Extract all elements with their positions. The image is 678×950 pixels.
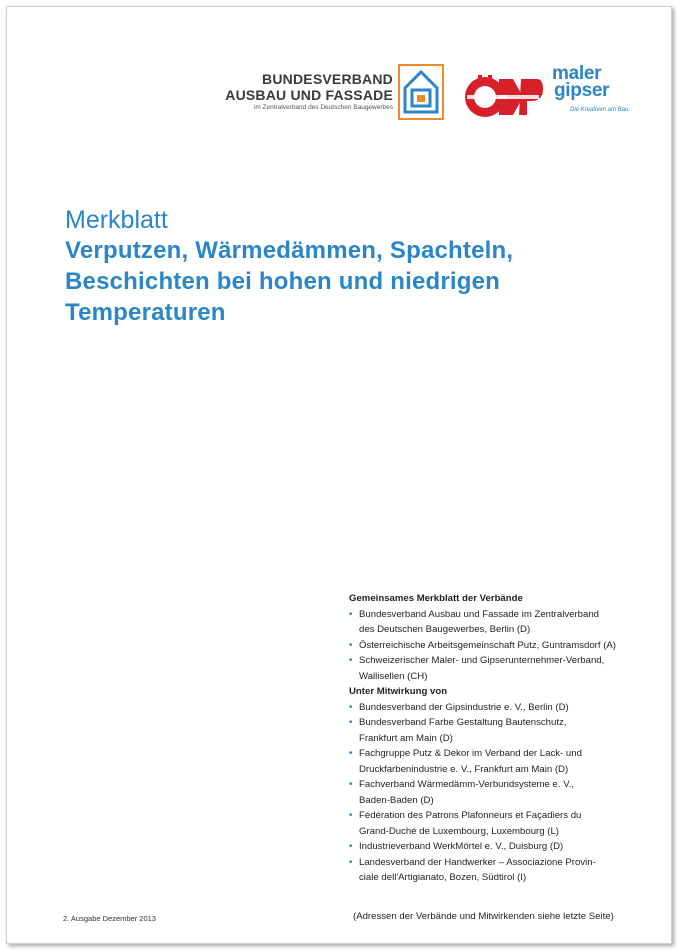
list-item-text: Schweizerischer Maler- und Gipserunternehmer-Verband,	[359, 655, 605, 666]
oemp-logo-icon	[463, 71, 543, 121]
list-item-text: Bundesverband der Gipsindustrie e. V., Berlin (D)	[359, 701, 569, 713]
bullet-icon: •	[349, 841, 353, 852]
list-item-text: Bundesverband Farbe Gestaltung Bautenschutz,	[359, 717, 567, 728]
list-item-text: Baden-Baden (D)	[359, 794, 434, 806]
bullet-icon: •	[349, 655, 353, 666]
mg-tagline: Die Kreativen am Bau.	[570, 107, 631, 113]
list-item-text: Frankfurt am Main (D)	[359, 732, 453, 744]
bullet-icon: •	[349, 717, 353, 728]
bv-logo-text	[217, 71, 393, 113]
document-kicker: Merkblatt	[65, 206, 168, 234]
list-item	[349, 715, 669, 746]
contributors-group	[349, 700, 669, 886]
title-line: Temperaturen	[65, 299, 226, 326]
title-line: Beschichten bei hohen und niedrigen	[65, 268, 501, 295]
list-item	[349, 746, 669, 777]
edition-note: 2. Ausgabe Dezember 2013	[63, 914, 156, 923]
list-item	[349, 607, 669, 638]
list-item-text: ciale dell'Artigianato, Bozen, Südtirol (I)	[359, 872, 527, 883]
bullet-icon: •	[349, 810, 353, 821]
list-item	[349, 777, 669, 808]
list-item-text: Landesverband der Handwerker – Associazione Provin-	[359, 856, 596, 868]
list-item-text: Österreichische Arbeitsgemeinschaft Putz, Guntramsdorf (A)	[359, 639, 616, 651]
list-item-text: des Deutschen Baugewerbes, Berlin (D)	[359, 624, 531, 635]
mg-maler-text: maler	[552, 63, 602, 84]
list-item-text: Fédération des Patrons Plafonneurs et Façadiers du	[359, 810, 582, 821]
list-item	[349, 808, 669, 839]
bullet-icon: •	[349, 748, 353, 759]
associations-group	[349, 607, 669, 685]
mg-gipser-text: gipser	[554, 80, 610, 101]
bullet-icon: •	[349, 701, 353, 713]
bv-name-line3: im Zentralverband des Deutschen Baugewerbes	[253, 104, 393, 111]
bv-house-logo-icon	[398, 64, 444, 120]
bullet-icon: •	[349, 779, 353, 790]
list-item	[349, 839, 669, 855]
list-item-text: Industrieverband WerkMörtel e. V., Duisburg (D)	[359, 841, 564, 852]
bv-name-line1: BUNDESVERBAND	[262, 71, 393, 87]
bullet-icon: •	[349, 608, 353, 620]
list-item-text: Grand-Duché de Luxembourg, Luxembourg (L)	[359, 825, 559, 837]
contributors-heading: Unter Mitwirkung von	[349, 686, 448, 697]
list-item	[349, 700, 669, 716]
list-item	[349, 653, 669, 684]
address-note: (Adressen der Verbände und Mitwirkenden siehe letzte Seite)	[353, 911, 614, 922]
document-page	[6, 6, 672, 944]
bv-name-line2: AUSBAU UND FASSADE	[225, 87, 393, 103]
list-item-text: Wallisellen (CH)	[359, 670, 428, 682]
bullet-icon: •	[349, 856, 353, 868]
title-block	[65, 205, 625, 328]
list-item	[349, 855, 669, 886]
title-line: Verputzen, Wärmedämmen, Spachteln,	[65, 237, 514, 264]
associations-list	[349, 591, 669, 886]
list-item-text: Druckfarbenindustrie e. V., Frankfurt am Main (D)	[359, 763, 569, 775]
associations-heading: Gemeinsames Merkblatt der Verbände	[349, 593, 523, 604]
maler-gipser-logo	[552, 65, 652, 113]
list-item-text: Fachverband Wärmedämm-Verbundsysteme e. V.,	[359, 779, 575, 790]
list-item-text: Fachgruppe Putz & Dekor im Verband der Lack- und	[359, 748, 582, 759]
list-item-text: Bundesverband Ausbau und Fassade im Zentralverband	[359, 608, 599, 620]
list-item	[349, 638, 669, 654]
bullet-icon: •	[349, 639, 353, 651]
